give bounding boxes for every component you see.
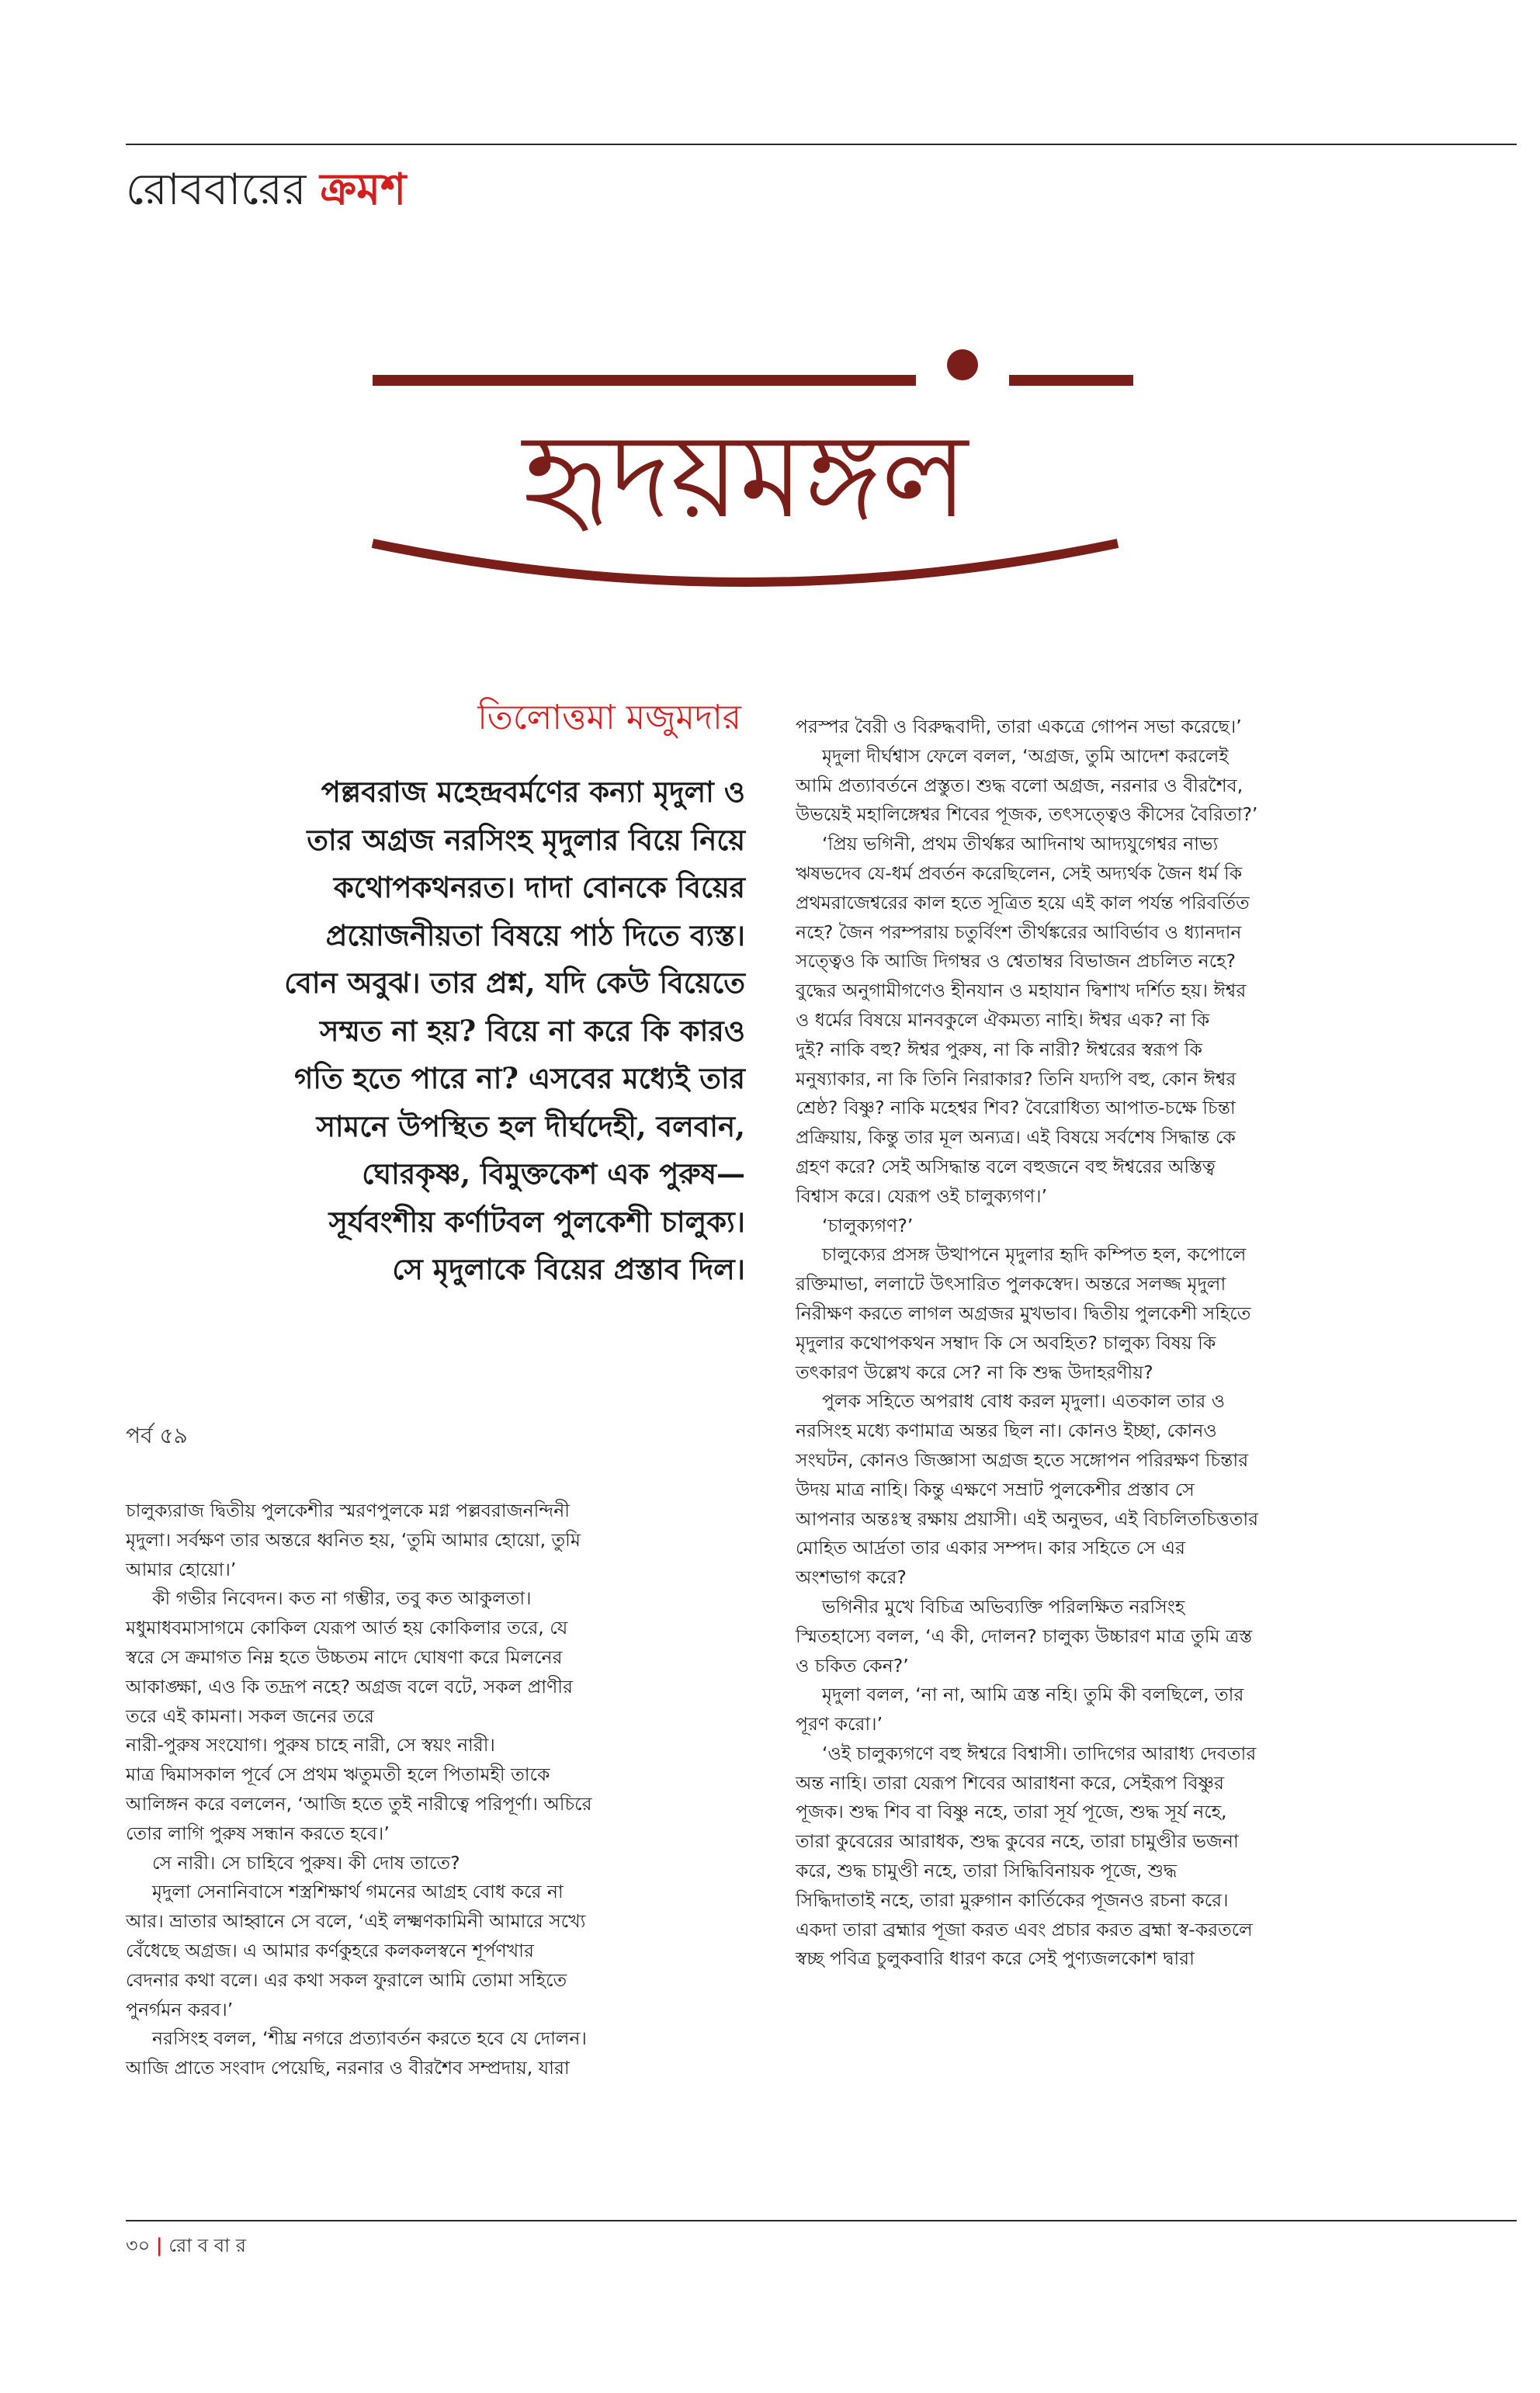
text-line: নারী-পুরুষ সংযোগ। পুরুষ চাহে নারী, সে স্বয়ং নারী। [126,1734,495,1757]
text-line: নহে? জৈন পরম্পরায় চতুর্বিংশ তীর্থঙ্করের আবির্ভাব ও ধ্যানদান [796,921,1242,943]
text-line: ও ধর্মের বিষয়ে মানবকুলে ঐকমত্য নাহি। ঈশ্বর এক? না কি [796,1008,1210,1031]
text-line: নরসিংহ মধ্যে কণামাত্র অন্তর ছিল না। কোনও ইচ্ছা, কোনও [796,1420,1217,1442]
text-line: মনুষ্যাকার, না কি তিনি নিরাকার? তিনি যদ্যপি বহু, কোন ঈশ্বর [796,1067,1237,1090]
episode-label: পর্ব ৫৯ [126,1423,188,1448]
intro-line: সামনে উপস্থিত হল দীর্ঘদেহী, বলবান, [316,1108,745,1143]
text-line: স্মিতহাস্যে বলল, ‘এ কী, দোলন? চালুক্য উচ্চারণ মাত্র তুমি ত্রস্ত [796,1625,1253,1647]
text-line: করে, শুদ্ধ চামুণ্ডী নহে, তারা সিদ্ধিবিনায়ক পূজে, শুদ্ধ [796,1860,1178,1882]
intro-line: গতি হতে পারে না? এসবের মধ্যেই তার [294,1061,745,1095]
text-line: নিরীক্ষণ করতে লাগল অগ্রজর মুখভাব। দ্বিতীয় পুলকেশী সহিতে [796,1302,1251,1324]
intro-line: পল্লবরাজ মহেন্দ্রবর্মণের কন্যা মৃদুলা ও [321,775,745,809]
text-line: মৃদুলা সেনানিবাসে শস্ত্রশিক্ষার্থ গমনের আগ্রহ বোধ করে না [152,1881,564,1903]
text-line: আজি প্রাতে সংবাদ পেয়েছি, নরনার ও বীরশৈব সম্প্রদায়, যারা [126,2057,570,2079]
text-line: আমার হোয়ো।’ [126,1558,237,1580]
text-line: ভগিনীর মুখে বিচিত্র অভিব্যক্তি পরিলক্ষিত নরসিংহ [822,1595,1185,1618]
right-column [796,713,1409,1974]
text-line: মধুমাধবমাসাগমে কোকিল যেরূপ আর্ত হয় কোকিলার তরে, যে [126,1617,568,1639]
intro-line: কথোপকথনরত। দাদা বোনকে বিয়ের [333,870,745,904]
text-line: সত্ত্বেও কি আজি দিগম্বর ও শ্বেতাম্বর বিভাজন প্রচলিত নহে? [796,950,1236,973]
text-line: গ্রহণ করে? সেই অসিদ্ধান্ত বলে বহুজনে বহু ঈশ্বরের অস্তিত্ব [796,1155,1216,1177]
text-line: তোর লাগি পুরুষ সন্ধান করতে হবে।’ [126,1822,390,1844]
section-heading [126,159,406,221]
text-line: সংঘটন, কোনও জিজ্ঞাসা অগ্রজ হতে সঙ্গোপন পরিরক্ষণ চিন্তার [796,1448,1249,1471]
section-prefix: রোববারের [126,165,307,215]
text-line: পূজক। শুদ্ধ শিব বা বিষ্ণু নহে, তারা সূর্য পূজে, শুদ্ধ সূর্য নহে, [796,1801,1227,1823]
intro-line: প্রয়োজনীয়তা বিষয়ে পাঠ দিতে ব্যস্ত। [325,917,745,952]
intro-paragraph [155,768,745,1294]
text-line: অন্ত নাহি। তারা যেরূপ শিবের আরাধনা করে, সেইরূপ বিষ্ণুর [796,1771,1224,1794]
top-rule [126,144,1517,145]
text-line: সে নারী। সে চাহিবে পুরুষ। কী দোষ তাতে? [152,1851,460,1874]
text-line: মাত্র দ্বিমাসকাল পূর্বে সে প্রথম ঋতুমতী হলে পিতামহী তাকে [126,1764,550,1786]
text-line: আর। ভ্রাতার আহ্বানে সে বলে, ‘এই লক্ষ্মণকামিনী আমারে সখ্যে [126,1910,586,1933]
text-line: বেদনার কথা বলে। এর কথা সকল ফুরালে আমি তোমা সহিতে [126,1968,567,1991]
text-line: আলিঙ্গন করে বললেন, ‘আজি হতে তুই নারীত্বে পরিপূর্ণা। অচিরে [126,1792,592,1815]
intro-line: ঘোরকৃষ্ণ, বিমুক্তকেশ এক পুরুষ— [362,1157,745,1191]
text-line: বেঁধেছে অগ্রজ। এ আমার কর্ণকুহরে কলকলস্বনে শূর্পণখার [126,1939,534,1961]
text-line: পূরণ করো।’ [796,1713,883,1736]
text-line: একদা তারা ব্রহ্মার পূজা করত এবং প্রচার করত ব্রহ্মা স্ব-করতলে [796,1918,1253,1940]
text-line: পুলক সহিতে অপরাধ বোধ করল মৃদুলা। এতকাল তার ও [822,1390,1226,1413]
intro-line: সূর্যবংশীয় কর্ণাটবল পুলকেশী চালুক্য। [328,1204,745,1239]
text-line: ও চকিত কেন?’ [796,1654,909,1677]
text-line: চালুক্যরাজ দ্বিতীয় পুলকেশীর স্মরণপুলকে মগ্ন পল্লবরাজনন্দিনী [126,1500,570,1521]
text-line: মৃদুলা। সর্বক্ষণ তার অন্তরে ধ্বনিত হয়, ‘তুমি আমার হোয়ো, তুমি [126,1528,581,1551]
text-line: অংশভাগ করে? [796,1566,907,1589]
text-line: ‘ওই চালুক্যগণে বহু ঈশ্বরে বিশ্বাসী। তাদিগের আরাধ্য দেবতার [822,1742,1257,1764]
page-footer [126,2232,246,2259]
text-line: পুনর্গমন করব।’ [126,1998,234,2020]
text-line: চালুক্যের প্রসঙ্গ উত্থাপনে মৃদুলার হৃদি কম্পিত হল, কপোলে [822,1243,1247,1266]
text-line: দুই? নাকি বহু? ঈশ্বর পুরুষ, না কি নারী? ঈশ্বরের স্বরূপ কি [796,1038,1202,1060]
text-line: আমি প্রত্যাবর্তনে প্রস্তুত। শুদ্ধ বলো অগ্রজ, নরনার ও বীরশৈব, [796,774,1243,796]
text-line: তারা কুবেরের আরাধক, শুদ্ধ কুবের নহে, তারা চামুণ্ডীর ভজনা [796,1830,1239,1853]
intro-line: সম্মত না হয়? বিয়ে না করে কি কারও [319,1013,745,1048]
left-column [126,1496,739,2083]
text-line: আকাঙ্ক্ষা, এও কি তদ্রূপ নহে? অগ্রজ বলে বটে, সকল প্রাণীর [126,1675,573,1698]
text-line: প্রক্রিয়ায়, কিন্তু তার মূল অন্যত্র। এই বিষয়ে সর্বশেষ সিদ্ধান্ত কে [796,1126,1236,1149]
text-line: তরে এই কামনা। সকল জনের তরে [126,1705,374,1727]
text-line: রক্তিমাভা, ললাটে উৎসারিত পুলকস্বেদ। অন্তরে সলজ্জ মৃদুলা [796,1273,1226,1295]
masthead-title: হৃদয়মঙ্গল [522,409,968,544]
footer-separator: | [155,2235,163,2256]
intro-line: বোন অবুঝ। তার প্রশ্ন, যদি কেউ বিয়েতে [284,966,745,1000]
masthead-logo [326,334,1164,629]
text-line: উভয়েই মহালিঙ্গেশ্বর শিবের পূজক, তৎসত্ত্বেও কীসের বৈরিতা?’ [796,803,1258,826]
text-line: কী গভীর নিবেদন। কত না গম্ভীর, তবু কত আকুলতা। [152,1587,532,1610]
text-line: তৎকারণ উল্লেখ করে সে? না কি শুদ্ধ উদাহরণীয়? [796,1361,1153,1383]
text-line: পরস্পর বৈরী ও বিরুদ্ধবাদী, তারা একত্রে গোপন সভা করেছে।’ [796,716,1242,737]
intro-line: সে মৃদুলাকে বিয়ের প্রস্তাব দিল। [392,1252,745,1286]
intro-line: তার অগ্রজ নরসিংহ মৃদুলার বিয়ে নিয়ে [307,822,745,857]
text-line: মৃদুলা দীর্ঘশ্বাস ফেলে বলল, ‘অগ্রজ, তুমি আদেশ করলেই [822,744,1229,767]
text-line: ‘প্রিয় ভগিনী, প্রথম তীর্থঙ্কর আদিনাথ আদ্যযুগেশ্বর নাভ্য [822,833,1219,855]
text-line: শ্রেষ্ঠ? বিষ্ণু? নাকি মহেশ্বর শিব? বৈরোধিত্য আপাত-চক্ষে চিন্তা [796,1097,1236,1119]
text-line: স্বরে সে ক্রমাগত নিম্ন হতে উচ্চতম নাদে ঘোষণা করে মিলনের [126,1646,563,1668]
text-line: বিশ্বাস করে। যেরূপ ওই চালুক্যগণ।’ [796,1184,1048,1207]
text-line: মোহিত আর্দ্রতা তার একার সম্পদ। কার সহিতে সে এর [796,1537,1185,1559]
text-line: সিদ্ধিদাতাই নহে, তারা মুরুগান কার্তিকের পূজনও রচনা করে। [796,1888,1229,1911]
page-number: ৩০ [126,2235,151,2256]
magazine-name: রো ব বা র [168,2235,246,2256]
text-line: মৃদুলা বলল, ‘না না, আমি ত্রস্ত নহি। তুমি কী বলছিলে, তার [822,1684,1244,1706]
text-line: উদয় মাত্র নাহি। কিন্তু এক্ষণে সম্রাট পুলকেশীর প্রস্তাব সে [796,1478,1195,1500]
author-name: তিলোত্তমা মজুমদার [477,698,741,737]
section-highlight: ক্রমশ [320,165,407,215]
text-line: প্রথমরাজেশ্বরের কাল হতে সূত্রিত হয়ে এই কাল পর্যন্ত পরিবর্তিত [796,891,1250,914]
text-line: ঋষভদেব যে-ধর্ম প্রবর্তন করেছিলেন, সেই অদ্যর্থক জৈন ধর্ম কি [796,862,1243,884]
text-line: মৃদুলার কথোপকথন সম্বাদ কি সে অবহিত? চালুক্য বিষয় কি [796,1331,1216,1354]
bottom-rule [126,2220,1517,2221]
text-line: আপনার অন্তঃস্থ রক্ষায় প্রয়াসী। এই অনুভব, এই বিচলিতচিত্ততার [796,1507,1259,1530]
text-line: নরসিংহ বলল, ‘শীঘ্র নগরে প্রত্যাবর্তন করতে হবে যে দোলন। [152,2027,587,2050]
text-line: ‘চালুক্যগণ?’ [822,1214,914,1236]
text-line: বুদ্ধের অনুগামীগণেও হীনযান ও মহাযান দ্বিশাখ দর্শিত হয়। ঈশ্বর [796,980,1247,1002]
text-line: স্বচ্ছ পবিত্র চুলুকবারি ধারণ করে সেই পুণ্যজলকোশ দ্বারা [796,1947,1195,1970]
